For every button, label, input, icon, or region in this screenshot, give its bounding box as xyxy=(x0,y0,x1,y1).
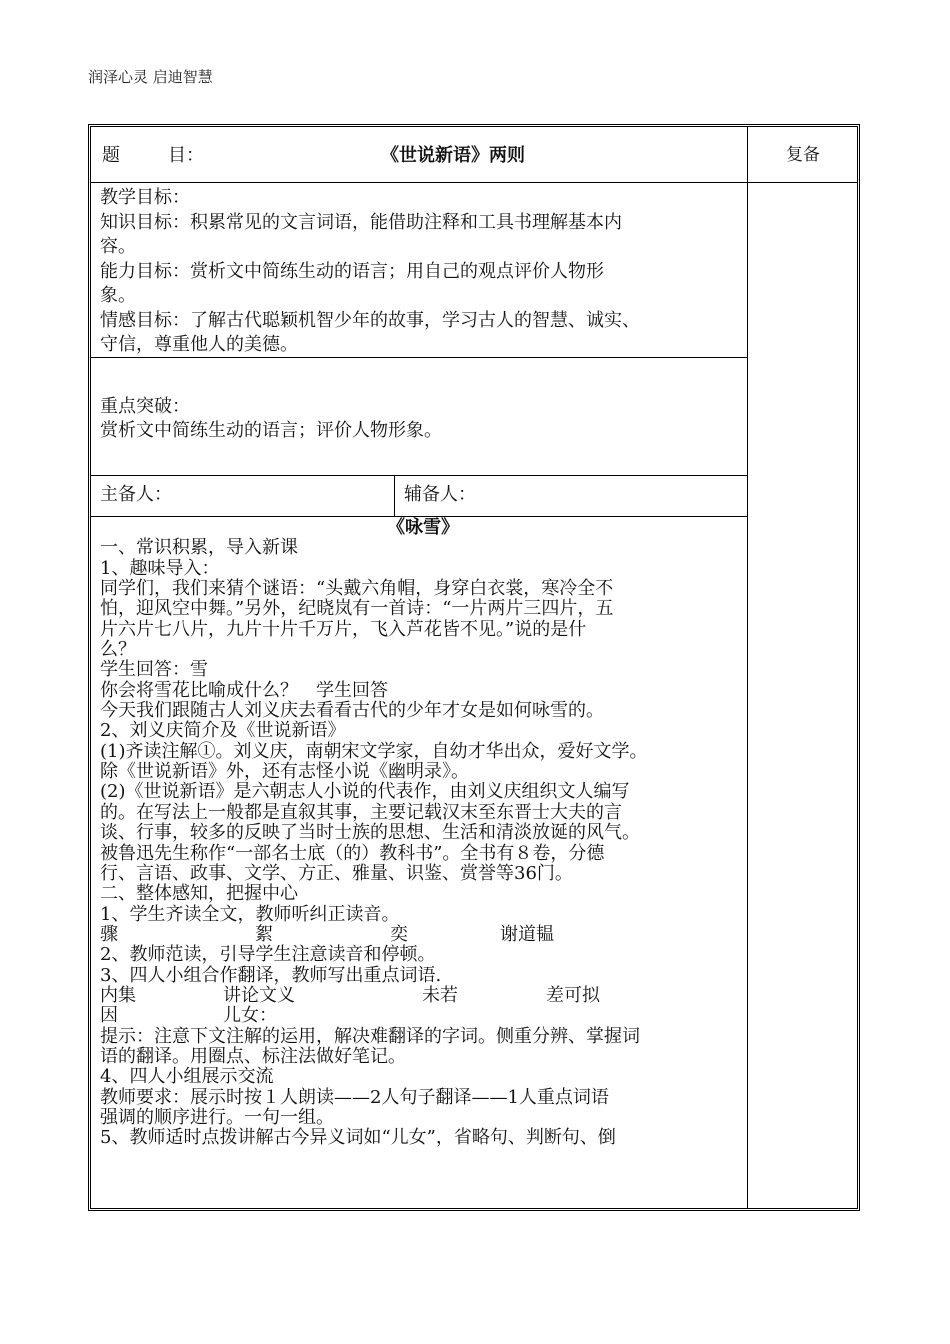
lesson-line: 谈、行事，较多的反映了当时士族的思想、生活和清淡放诞的风气。 xyxy=(100,822,640,844)
word-item: 谢道韫 xyxy=(500,923,554,945)
lesson-line: 教师要求：展示时按１人朗读——2人句子翻译——1人重点词语 xyxy=(100,1086,609,1108)
word-item: 奕 xyxy=(390,923,408,945)
divider-preparers-middle xyxy=(394,475,395,516)
lesson-line: 一、常识积累，导入新课 xyxy=(100,537,298,559)
lesson-line: (2)《世说新语》是六朝志人小说的代表作，由刘义庆组织文人编写 xyxy=(100,781,630,803)
keypoint-line: 重点突破： xyxy=(100,396,190,417)
title-label-b: 目： xyxy=(168,145,204,166)
lesson-line: 片六片七八片，九片十片千万片，飞入芦花皆不见。”说的是什 xyxy=(100,618,587,640)
lesson-line: 被鲁迅先生称作“一部名士底（的）教科书”。全书有８卷，分德 xyxy=(100,842,605,864)
lesson-line: 今天我们跟随古人刘义庆去看看古代的少年才女是如何咏雪的。 xyxy=(100,700,604,722)
lesson-line: 1、趣味导入： xyxy=(100,557,220,579)
objective-line: 知识目标：积累常见的文言词语，能借助注释和工具书理解基本内 xyxy=(100,211,622,233)
lesson-line: 5、教师适时点拨讲解古今异义词如“儿女”，省略句、判断句、倒 xyxy=(100,1127,616,1149)
title-label-a: 题 xyxy=(102,145,120,166)
word-item: 因 xyxy=(100,1005,118,1027)
objective-line: 情感目标：了解古代聪颖机智少年的故事，学习古人的智慧、诚实、 xyxy=(100,309,640,331)
lesson-heading: 《咏雪》 xyxy=(387,517,459,538)
header-note: 润泽心灵 启迪智慧 xyxy=(88,68,213,86)
lesson-content xyxy=(100,518,746,1149)
lesson-title: 《世说新语》两则 xyxy=(381,145,525,166)
pronunciation-words xyxy=(100,925,746,945)
lesson-line: 2、刘义庆简介及《世说新语》 xyxy=(100,720,346,742)
objective-line: 守信，尊重他人的美德。 xyxy=(100,334,298,355)
word-item: 内集 xyxy=(100,984,136,1006)
lesson-line: 提示：注意下文注解的运用，解决难翻译的字词。侧重分辨、掌握词 xyxy=(100,1025,640,1047)
lesson-line: 3、四人小组合作翻译，教师写出重点词语. xyxy=(100,964,442,986)
objective-line: 教学目标： xyxy=(100,187,190,208)
divider-review-column xyxy=(747,127,748,1208)
lesson-line: 2、教师范读，引导学生注意读音和停顿。 xyxy=(100,944,436,966)
lesson-plan-table xyxy=(88,124,860,1211)
lesson-line: 的。在写法上一般都是直叙其事，主要记载汉末至东晋士大夫的言 xyxy=(100,801,622,823)
lesson-line: 除《世说新语》外，还有志怪小说《幽明录》。 xyxy=(100,761,469,783)
objective-line: 能力目标：赏析文中简练生动的语言；用自己的观点评价人物形 xyxy=(100,260,604,282)
lesson-line: 学生回答：雪 xyxy=(100,659,208,681)
lesson-line: 强调的顺序进行。一句一组。 xyxy=(100,1106,334,1128)
lesson-line: 语的翻译。用圈点、标注法做好笔记。 xyxy=(100,1045,406,1067)
lesson-line: 你会将雪花比喻成什么？ 学生回答 xyxy=(100,679,388,701)
word-item: 讲论文义 xyxy=(223,984,295,1006)
lesson-line: (1)齐读注解①。刘义庆，南朝宋文学家，自幼才华出众，爱好文学。 xyxy=(100,740,648,762)
objective-line: 容。 xyxy=(100,236,136,257)
divider-keypoints xyxy=(91,475,747,476)
teaching-objectives xyxy=(100,186,745,358)
key-points xyxy=(100,395,745,443)
lesson-line: 4、四人小组展示交流 xyxy=(100,1066,274,1088)
word-item: 骤 xyxy=(100,923,118,945)
objective-line: 象。 xyxy=(100,285,136,306)
word-item: 差可拟 xyxy=(546,984,600,1006)
divider-title-row xyxy=(91,182,857,183)
word-item: 儿女： xyxy=(223,1005,277,1027)
lesson-line: 同学们，我们来猜个谜语：“头戴六角帽，身穿白衣裳，寒冷全不 xyxy=(100,578,614,600)
key-words-row-2 xyxy=(100,1006,746,1026)
lesson-line: 二、整体感知，把握中心 xyxy=(100,883,298,905)
keypoint-line: 赏析文中简练生动的语言；评价人物形象。 xyxy=(100,420,442,441)
main-preparer: 主备人： xyxy=(100,484,172,505)
key-words-row xyxy=(100,986,746,1006)
word-item: 絮 xyxy=(255,923,273,945)
lesson-line: 1、学生齐读全文，教师听纠正读音。 xyxy=(100,903,400,925)
lesson-line: 怕，迎风空中舞。”另外，纪晓岚有一首诗：“一片两片三四片，五 xyxy=(100,598,614,620)
word-item: 未若 xyxy=(422,984,458,1006)
lesson-line: 么？ xyxy=(100,639,136,661)
review-header: 复备 xyxy=(786,145,820,165)
lesson-line: 行、言语、政事、文学、方正、雅量、识鉴、赏誉等36门。 xyxy=(100,862,573,884)
assistant-preparer: 辅备人： xyxy=(404,484,476,505)
